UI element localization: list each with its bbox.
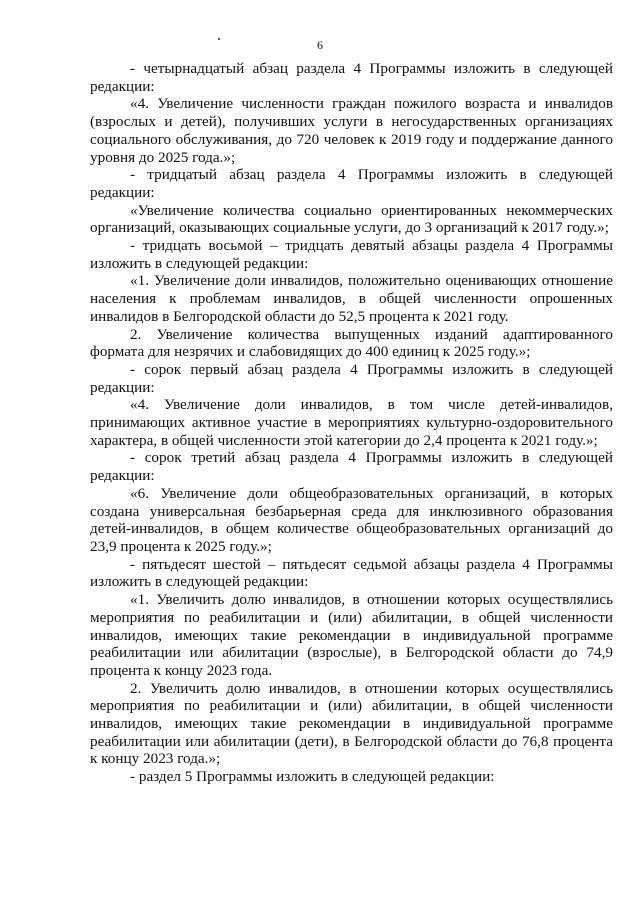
document-body xyxy=(90,60,613,786)
paragraph: «1. Увеличение доли инвалидов, положительно оценивающих отношение населения к проблемам инвалидов, в общей численности опрошенных инвалидов в Белгородской области до 52,5 процента к 2021 году. xyxy=(90,272,613,325)
paragraph: - сорок третий абзац раздела 4 Программы изложить в следующей редакции: xyxy=(90,449,613,485)
paragraph: - сорок первый абзац раздела 4 Программы изложить в следующей редакции: xyxy=(90,360,613,396)
paragraph: «1. Увеличить долю инвалидов, в отношении которых осуществлялись мероприятия по реабилитации и (или) абилитации, в общей численности инвалидов, имеющих такие рекомендации в индивидуальной программе реабилитации или абилитации (взрослые), в Белгородской области до 74,9 процента к концу 2023 года. xyxy=(90,591,613,679)
page-number: 6 xyxy=(317,38,323,52)
paragraph: 2. Увеличить долю инвалидов, в отношении которых осуществлялись мероприятия по реабилитации и (или) абилитации, в общей численности инвалидов, имеющих такие рекомендации в индивидуальной программе реабилитации или абилитации (дети), в Белгородской области до 76,8 процента к концу 2023 года.»; xyxy=(90,679,613,768)
paragraph: «4. Увеличение доли инвалидов, в том числе детей-инвалидов, принимающих активное участие в мероприятиях культурно-оздоровительного характера, в общей численности этой категории до 2,4 процента к 2021 году.»; xyxy=(90,396,613,449)
paragraph: - тридцатый абзац раздела 4 Программы изложить в следующей редакции: xyxy=(90,166,613,201)
paragraph: - раздел 5 Программы изложить в следующей редакции: xyxy=(130,768,495,786)
paragraph: 2. Увеличение количества выпущенных изданий адаптированного формата для незрячих и слабовидящих до 400 единиц к 2025 году.»; xyxy=(90,325,613,361)
paragraph: - четырнадцатый абзац раздела 4 Программы изложить в следующей редакции: xyxy=(90,60,613,95)
paragraph: «6. Увеличение доли общеобразовательных организаций, в которых создана универсальная безбарьерная среда для инклюзивного образования детей-инвалидов, в общем количестве общеобразовательных организаций до 23,9 процента к 2025 году.»; xyxy=(90,484,613,555)
paragraph: - тридцать восьмой – тридцать девятый абзацы раздела 4 Программы изложить в следующей редакции: xyxy=(90,237,613,272)
paragraph: - пятьдесят шестой – пятьдесят седьмой абзацы раздела 4 Программы изложить в следующей редакции: xyxy=(90,555,613,591)
paragraph: «Увеличение количества социально ориентированных некоммерческих организаций, оказывающих социальные услуги, до 3 организаций к 2017 году.»; xyxy=(90,201,613,237)
paragraph: «4. Увеличение численности граждан пожилого возраста и инвалидов (взрослых и детей), получивших услуги в негосударственных организациях социального обслуживания, до 720 человек к 2019 году и поддержание данного уровня до 2025 года.»; xyxy=(90,95,613,166)
